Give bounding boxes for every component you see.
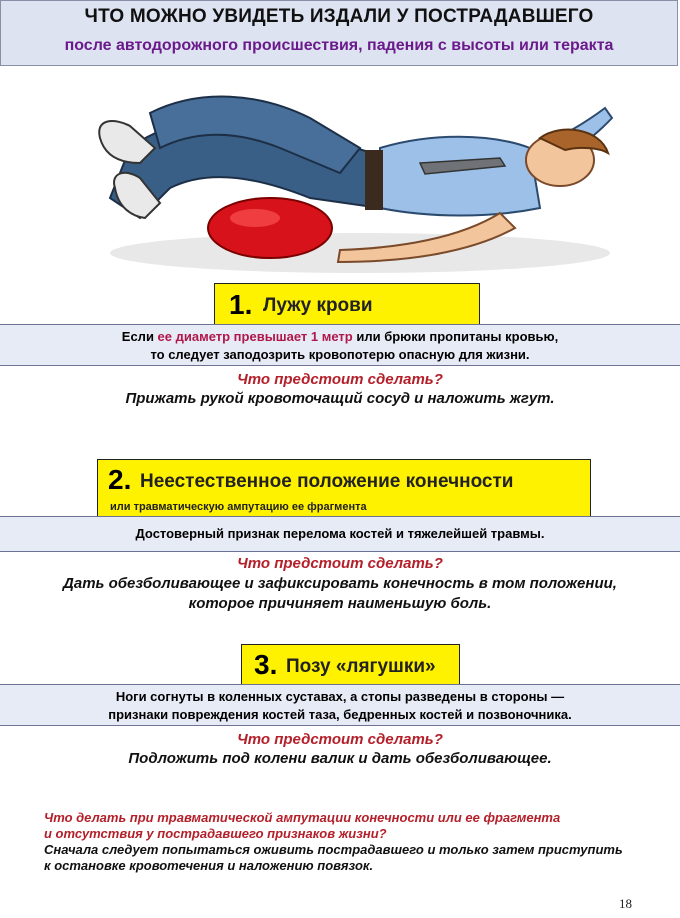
section-1-number: 1. [229,289,253,320]
final-note [44,810,664,874]
section-3-info-band [0,684,680,726]
section-1-highlight: ее диаметр превышает 1 метр [157,329,353,344]
final-answer-line-1: Сначала следует попытаться оживить пострадавшего и только затем приступить [44,842,623,857]
section-2-sublabel: или травматическую ампутацию ее фрагмента [110,501,367,513]
section-2-label: Неестественное положение конечности [140,471,514,492]
section-2-answer-line-1: Дать обезболивающее и зафиксировать конечность в том положении, [63,575,617,592]
section-1-heading [214,283,480,325]
section-1-answer: Прижать рукой кровоточащий сосуд и наложить жгут. [125,390,555,407]
section-3-number: 3. [254,649,278,680]
section-1-question: Что предстоит сделать? [237,371,443,388]
injured-person-lying-illustration [60,78,620,293]
section-3-question: Что предстоит сделать? [237,731,443,748]
section-1-info-line-2: то следует заподозрить кровопотерю опасную для жизни. [150,347,530,362]
section-1-info-line-1: Если ее диаметр превышает 1 метр или брюки пропитаны кровью, [121,329,559,344]
section-2-info-line-1: Достоверный признак перелома костей и тяжелейшей травмы. [135,526,545,541]
page-number: 18 [619,896,632,911]
section-3-label: Позу «лягушки» [286,656,436,677]
final-question-line-1: Что делать при травматической ампутации конечности или ее фрагмента [44,810,561,825]
page-title: ЧТО МОЖНО УВИДЕТЬ ИЗДАЛИ У ПОСТРАДАВШЕГО [84,6,594,27]
page-subtitle: после автодорожного происшествия, падения с высоты или теракта [64,37,614,54]
section-3-heading [241,644,460,685]
section-3-answer: Подложить под колени валик и дать обезболивающее. [128,750,552,767]
page-header [0,0,678,66]
final-question-line-2: и отсутствия у пострадавшего признаков жизни? [44,826,387,841]
section-2-heading [97,459,591,517]
final-answer-line-2: к остановке кровотечения и наложению повязок. [44,858,374,873]
section-1-info-band [0,324,680,366]
section-3-info-line-2: признаки повреждения костей таза, бедренных костей и позвоночника. [108,707,572,722]
section-2-info-band [0,516,680,552]
section-3-info-line-1: Ноги согнуты в коленных суставах, а стопы разведены в стороны — [115,689,565,704]
section-1-label: Лужу крови [263,295,373,316]
section-2-answer-line-2: которое причиняет наименьшую боль. [188,595,492,612]
section-2-number: 2. [108,464,132,495]
section-2-question: Что предстоит сделать? [237,555,443,572]
